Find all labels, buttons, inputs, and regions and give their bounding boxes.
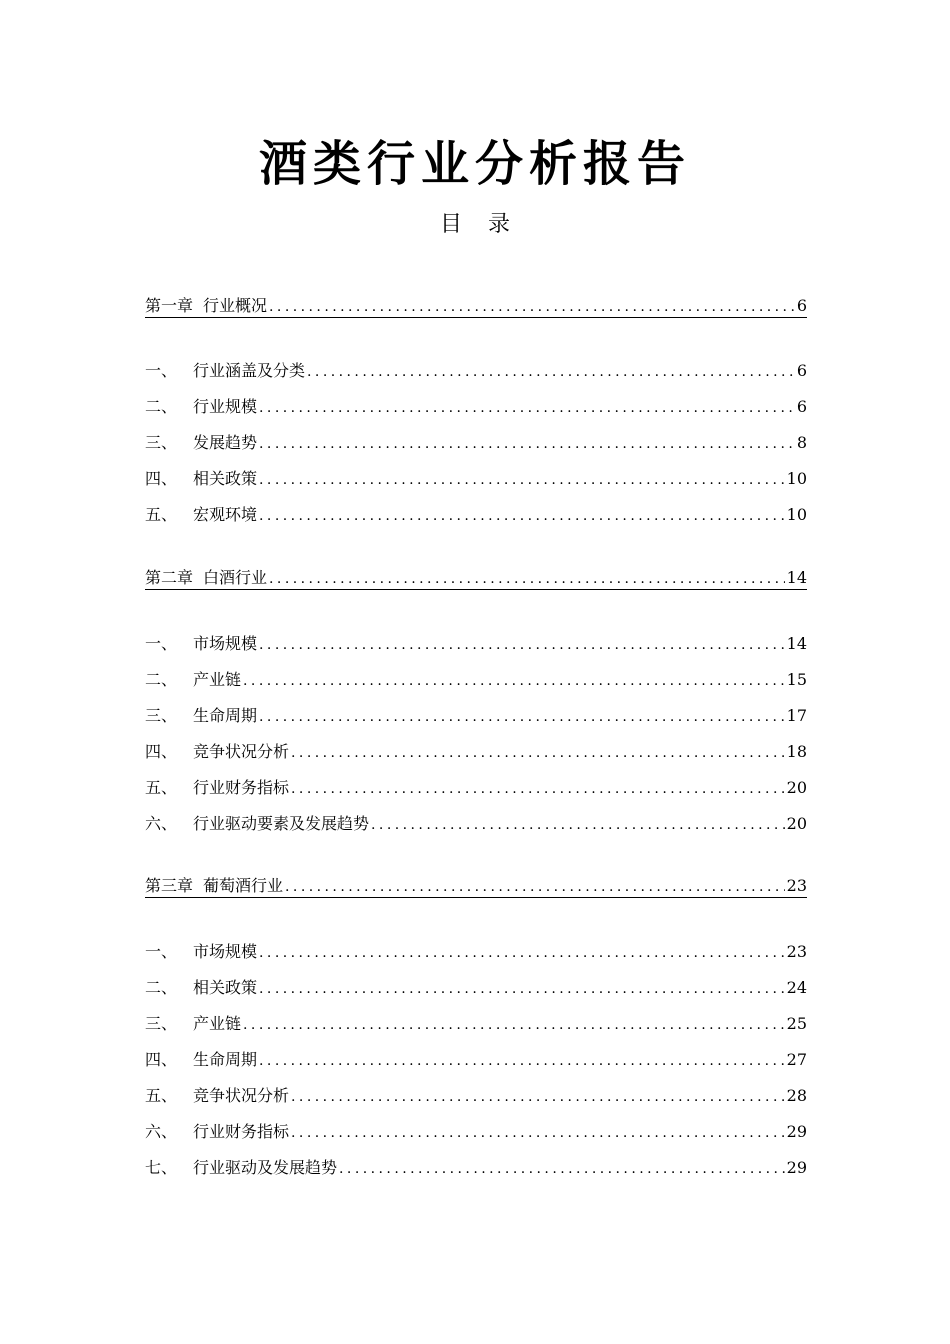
entry-number: 二、 xyxy=(145,670,178,689)
entry-title: 生命周期 xyxy=(193,706,258,725)
entry-title: 竞争状况分析 xyxy=(193,742,290,761)
document-title: 酒类行业分析报告 xyxy=(258,136,691,192)
toc-entry[interactable] xyxy=(145,502,807,526)
page-number: 23 xyxy=(786,942,807,961)
page-number: 6 xyxy=(796,397,807,416)
leader-dots xyxy=(291,779,785,799)
chapter-title: 葡萄酒行业 xyxy=(203,876,284,895)
chapter-number: 第一章 xyxy=(145,296,194,315)
entry-number: 六、 xyxy=(145,1122,178,1141)
page-number: 18 xyxy=(786,742,807,761)
toc-entry[interactable] xyxy=(145,811,807,835)
toc-entry[interactable] xyxy=(145,358,807,382)
toc-entry[interactable] xyxy=(145,1011,807,1035)
toc-entry[interactable] xyxy=(145,1083,807,1107)
toc-entry[interactable] xyxy=(145,975,807,999)
entry-title: 宏观环境 xyxy=(193,505,258,524)
toc-chapter-2[interactable] xyxy=(145,566,807,590)
chapter-title: 白酒行业 xyxy=(203,568,268,587)
leader-dots xyxy=(259,398,795,418)
page-number: 27 xyxy=(786,1050,807,1069)
leader-dots xyxy=(285,877,785,897)
leader-dots xyxy=(259,979,785,999)
chapter-title: 行业概况 xyxy=(203,296,268,315)
entry-title: 产业链 xyxy=(193,1014,242,1033)
toc-heading-char-2: 录 xyxy=(488,212,511,237)
chapter-number: 第二章 xyxy=(145,568,194,587)
page-number: 24 xyxy=(786,978,807,997)
entry-number: 二、 xyxy=(145,978,178,997)
page-number: 10 xyxy=(786,505,807,524)
leader-dots xyxy=(259,506,785,526)
entry-number: 三、 xyxy=(145,1014,178,1033)
page-number: 20 xyxy=(786,778,807,797)
entry-title: 行业驱动及发展趋势 xyxy=(193,1158,338,1177)
leader-dots xyxy=(339,1159,785,1179)
page-number: 20 xyxy=(786,814,807,833)
toc-entry[interactable] xyxy=(145,430,807,454)
chapter-number: 第三章 xyxy=(145,876,194,895)
toc-entry[interactable] xyxy=(145,939,807,963)
toc-chapter-3[interactable] xyxy=(145,874,807,898)
entry-number: 一、 xyxy=(145,361,178,380)
entry-title: 相关政策 xyxy=(193,469,258,488)
entry-title: 竞争状况分析 xyxy=(193,1086,290,1105)
page-number: 25 xyxy=(786,1014,807,1033)
leader-dots xyxy=(291,1123,785,1143)
entry-number: 四、 xyxy=(145,742,178,761)
toc-entry[interactable] xyxy=(145,1047,807,1071)
toc-heading-char-1: 目 xyxy=(439,212,462,237)
leader-dots xyxy=(371,815,785,835)
page-number: 17 xyxy=(786,706,807,725)
leader-dots xyxy=(243,671,785,691)
entry-number: 五、 xyxy=(145,1086,178,1105)
entry-title: 相关政策 xyxy=(193,978,258,997)
toc-chapter-1[interactable] xyxy=(145,294,807,318)
toc-entry[interactable] xyxy=(145,1155,807,1179)
toc-heading xyxy=(0,208,950,242)
leader-dots xyxy=(307,362,795,382)
leader-dots xyxy=(259,943,785,963)
page-number: 6 xyxy=(796,361,807,380)
page-number: 14 xyxy=(786,634,807,653)
leader-dots xyxy=(291,1087,785,1107)
page-number: 28 xyxy=(786,1086,807,1105)
entry-title: 发展趋势 xyxy=(193,433,258,452)
leader-dots xyxy=(259,635,785,655)
entry-title: 行业驱动要素及发展趋势 xyxy=(193,814,370,833)
entry-title: 生命周期 xyxy=(193,1050,258,1069)
leader-dots xyxy=(269,297,795,317)
leader-dots xyxy=(243,1015,785,1035)
page-number: 15 xyxy=(786,670,807,689)
leader-dots xyxy=(291,743,785,763)
leader-dots xyxy=(259,707,785,727)
entry-number: 一、 xyxy=(145,942,178,961)
toc-entry[interactable] xyxy=(145,466,807,490)
entry-number: 一、 xyxy=(145,634,178,653)
toc-entry[interactable] xyxy=(145,394,807,418)
page-number: 10 xyxy=(786,469,807,488)
leader-dots xyxy=(259,1051,785,1071)
leader-dots xyxy=(259,434,795,454)
toc-entry[interactable] xyxy=(145,775,807,799)
page-number: 29 xyxy=(786,1122,807,1141)
toc-entry[interactable] xyxy=(145,631,807,655)
leader-dots xyxy=(259,470,785,490)
entry-number: 七、 xyxy=(145,1158,178,1177)
entry-number: 四、 xyxy=(145,1050,178,1069)
entry-number: 三、 xyxy=(145,433,178,452)
entry-number: 五、 xyxy=(145,505,178,524)
entry-title: 行业规模 xyxy=(193,397,258,416)
entry-number: 四、 xyxy=(145,469,178,488)
entry-title: 行业财务指标 xyxy=(193,1122,290,1141)
toc-entry[interactable] xyxy=(145,667,807,691)
entry-number: 六、 xyxy=(145,814,178,833)
entry-number: 五、 xyxy=(145,778,178,797)
entry-title: 产业链 xyxy=(193,670,242,689)
leader-dots xyxy=(269,569,785,589)
entry-number: 二、 xyxy=(145,397,178,416)
page-number: 29 xyxy=(786,1158,807,1177)
toc-entry[interactable] xyxy=(145,739,807,763)
page-number: 14 xyxy=(786,568,807,587)
entry-title: 市场规模 xyxy=(193,634,258,653)
entry-title: 行业财务指标 xyxy=(193,778,290,797)
toc-entry[interactable] xyxy=(145,703,807,727)
page-number: 23 xyxy=(786,876,807,895)
entry-title: 行业涵盖及分类 xyxy=(193,361,306,380)
toc-entry[interactable] xyxy=(145,1119,807,1143)
entry-title: 市场规模 xyxy=(193,942,258,961)
entry-number: 三、 xyxy=(145,706,178,725)
page-number: 6 xyxy=(796,296,807,315)
page-number: 8 xyxy=(796,433,807,452)
